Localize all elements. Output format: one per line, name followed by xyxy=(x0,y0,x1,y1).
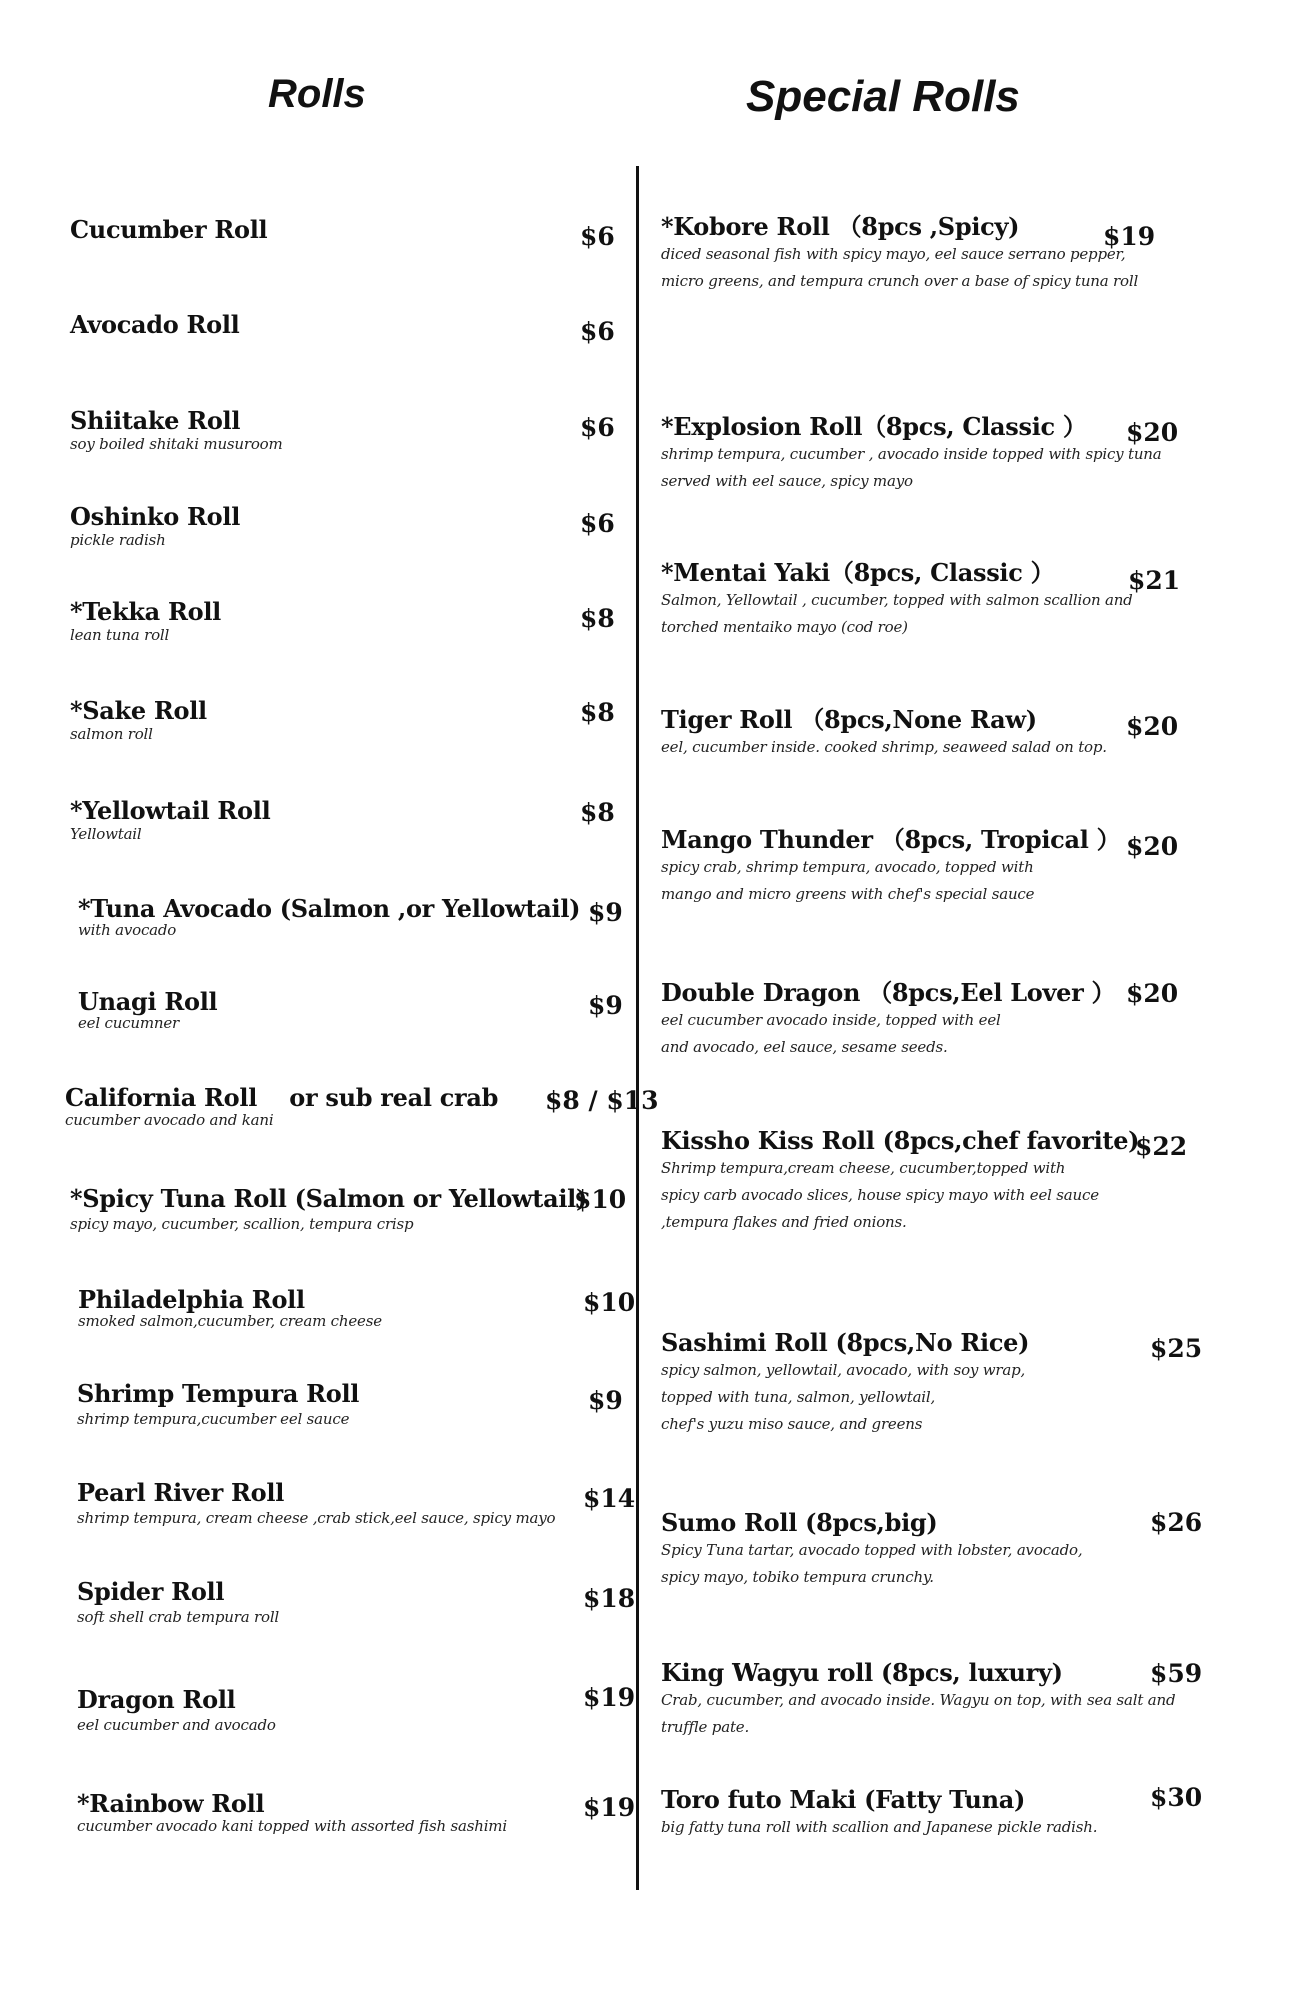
item-name: Kissho Kiss Roll (8pcs,chef favorite) xyxy=(661,1126,1140,1155)
item-description: Crab, cucumber, and avocado inside. Wagyu on top, with sea salt and truffle pate. xyxy=(661,1691,1176,1736)
item-price: $8 / $13 xyxy=(545,1086,659,1115)
item-name: Pearl River Roll xyxy=(77,1478,285,1507)
item-name: *Tekka Roll xyxy=(70,597,221,626)
menu-item xyxy=(661,1659,1175,1741)
item-price: $20 xyxy=(1126,712,1179,741)
menu-item xyxy=(78,988,217,1030)
item-price: $20 xyxy=(1126,418,1179,447)
item-description: soft shell crab tempura roll xyxy=(77,1608,280,1626)
item-description: eel cucumner xyxy=(78,1014,179,1032)
item-price: $6 xyxy=(580,317,615,346)
menu-item xyxy=(78,895,580,937)
item-description: spicy crab, shrimp tempura, avocado, topped with mango and micro greens with chef's special sauce xyxy=(661,858,1035,903)
menu-item xyxy=(661,826,1120,908)
menu-item xyxy=(70,797,270,843)
menu-item xyxy=(661,1329,1029,1438)
item-name: California Roll or sub real crab xyxy=(65,1083,499,1112)
menu-item xyxy=(661,979,1115,1061)
item-description: eel, cucumber inside. cooked shrimp, seaweed salad on top. xyxy=(661,738,1107,756)
item-name: Shiitake Roll xyxy=(70,406,241,435)
menu-item xyxy=(65,1084,498,1128)
menu-item xyxy=(661,1786,1097,1841)
item-description: Yellowtail xyxy=(70,825,142,843)
item-price: $10 xyxy=(574,1185,627,1214)
item-price: $21 xyxy=(1128,566,1181,595)
item-price: $8 xyxy=(580,604,615,633)
item-description: big fatty tuna roll with scallion and Japanese pickle radish. xyxy=(661,1818,1098,1836)
menu-item xyxy=(77,1479,555,1529)
item-name: Philadelphia Roll xyxy=(78,1285,305,1314)
item-price: $9 xyxy=(588,1386,623,1415)
item-description: salmon roll xyxy=(70,725,153,743)
item-name: Spider Roll xyxy=(77,1577,225,1606)
menu-item xyxy=(70,216,267,244)
menu-item xyxy=(70,407,283,453)
item-price: $25 xyxy=(1150,1334,1203,1363)
item-name: Double Dragon （8pcs,Eel Lover ） xyxy=(661,978,1116,1007)
item-name: Oshinko Roll xyxy=(70,502,241,531)
item-description: soy boiled shitaki musuroom xyxy=(70,435,283,453)
item-price: $6 xyxy=(580,222,615,251)
item-price: $20 xyxy=(1126,979,1179,1008)
item-price: $22 xyxy=(1135,1132,1188,1161)
column-divider xyxy=(636,166,639,1890)
item-price: $19 xyxy=(583,1793,636,1822)
item-name: *Spicy Tuna Roll (Salmon or Yellowtail) xyxy=(70,1184,588,1213)
item-name: Sumo Roll (8pcs,big) xyxy=(661,1508,938,1537)
item-description: cucumber avocado kani topped with assorted fish sashimi xyxy=(77,1817,507,1835)
menu-item xyxy=(77,1578,279,1628)
item-description: shrimp tempura, cream cheese ,crab stick,eel sauce, spicy mayo xyxy=(77,1509,556,1527)
menu-item xyxy=(661,413,1162,495)
item-price: $10 xyxy=(583,1288,636,1317)
item-description: with avocado xyxy=(78,921,177,939)
menu-item xyxy=(77,1686,276,1736)
menu-item xyxy=(70,1185,587,1235)
item-name: *Yellowtail Roll xyxy=(70,796,271,825)
item-description: cucumber avocado and kani xyxy=(65,1111,274,1129)
menu-item xyxy=(661,559,1133,641)
item-price: $9 xyxy=(588,991,623,1020)
item-price: $8 xyxy=(580,798,615,827)
item-description: shrimp tempura,cucumber eel sauce xyxy=(77,1410,350,1428)
item-name: *Rainbow Roll xyxy=(77,1789,265,1818)
item-name: Mango Thunder （8pcs, Tropical ） xyxy=(661,825,1121,854)
item-description: spicy mayo, cucumber, scallion, tempura crisp xyxy=(70,1215,414,1233)
item-name: Dragon Roll xyxy=(77,1685,236,1714)
item-price: $19 xyxy=(583,1683,636,1712)
item-description: eel cucumber avocado inside, topped with eel and avocado, eel sauce, sesame seeds. xyxy=(661,1011,1001,1056)
menu-item xyxy=(661,706,1107,761)
menu-item xyxy=(661,213,1138,295)
item-description: shrimp tempura, cucumber , avocado inside topped with spicy tuna served with eel sauce, spicy mayo xyxy=(661,445,1162,490)
menu-item xyxy=(77,1790,507,1834)
item-price: $6 xyxy=(580,413,615,442)
item-name: Unagi Roll xyxy=(78,987,218,1016)
menu-item xyxy=(77,1380,359,1430)
item-description: pickle radish xyxy=(70,531,166,549)
item-description: spicy salmon, yellowtail, avocado, with soy wrap, topped with tuna, salmon, yellowtail, chef's yuzu miso sauce, and greens xyxy=(661,1361,1026,1433)
item-name: *Kobore Roll （8pcs ,Spicy) xyxy=(661,212,1020,241)
item-name: Tiger Roll （8pcs,None Raw) xyxy=(661,705,1037,734)
item-price: $30 xyxy=(1150,1783,1203,1812)
menu-item xyxy=(70,598,221,644)
item-name: Shrimp Tempura Roll xyxy=(77,1379,360,1408)
item-price: $8 xyxy=(580,698,615,727)
item-price: $26 xyxy=(1150,1508,1203,1537)
item-price: $18 xyxy=(583,1584,636,1613)
special-rolls-heading: Special Rolls xyxy=(746,72,1020,121)
item-name: Sashimi Roll (8pcs,No Rice) xyxy=(661,1328,1030,1357)
item-description: eel cucumber and avocado xyxy=(77,1716,276,1734)
item-description: Spicy Tuna tartar, avocado topped with lobster, avocado, spicy mayo, tobiko tempura crunchy. xyxy=(661,1541,1083,1586)
menu-item xyxy=(70,503,240,549)
item-description: Shrimp tempura,cream cheese, cucumber,topped with spicy carb avocado slices, house spicy mayo with eel sauce ,tempura flakes and fried onions. xyxy=(661,1159,1099,1231)
rolls-heading: Rolls xyxy=(268,72,366,116)
menu-item xyxy=(70,311,240,339)
item-description: lean tuna roll xyxy=(70,626,170,644)
item-price: $6 xyxy=(580,509,615,538)
item-price: $14 xyxy=(583,1484,636,1513)
item-name: Cucumber Roll xyxy=(70,215,268,244)
item-price: $20 xyxy=(1126,832,1179,861)
menu-item xyxy=(661,1127,1139,1236)
menu-item xyxy=(78,1286,382,1328)
item-price: $19 xyxy=(1103,222,1156,251)
item-name: Toro futo Maki (Fatty Tuna) xyxy=(661,1785,1026,1814)
item-price: $9 xyxy=(588,898,623,927)
item-name: *Explosion Roll（8pcs, Classic ） xyxy=(661,412,1087,441)
item-description: smoked salmon,cucumber, cream cheese xyxy=(78,1312,382,1330)
item-description: Salmon, Yellowtail , cucumber, topped with salmon scallion and torched mentaiko mayo (cod roe) xyxy=(661,591,1133,636)
item-name: *Tuna Avocado (Salmon ,or Yellowtail) xyxy=(78,894,581,923)
item-name: *Mentai Yaki（8pcs, Classic ） xyxy=(661,558,1055,587)
item-name: King Wagyu roll (8pcs, luxury) xyxy=(661,1658,1063,1687)
item-description: diced seasonal fish with spicy mayo, eel sauce serrano pepper, micro greens, and tempura crunch over a base of spicy tuna roll xyxy=(661,245,1139,290)
item-name: Avocado Roll xyxy=(70,310,240,339)
item-price: $59 xyxy=(1150,1659,1203,1688)
menu-item xyxy=(661,1509,1082,1591)
item-name: *Sake Roll xyxy=(70,696,207,725)
menu-item xyxy=(70,697,207,743)
